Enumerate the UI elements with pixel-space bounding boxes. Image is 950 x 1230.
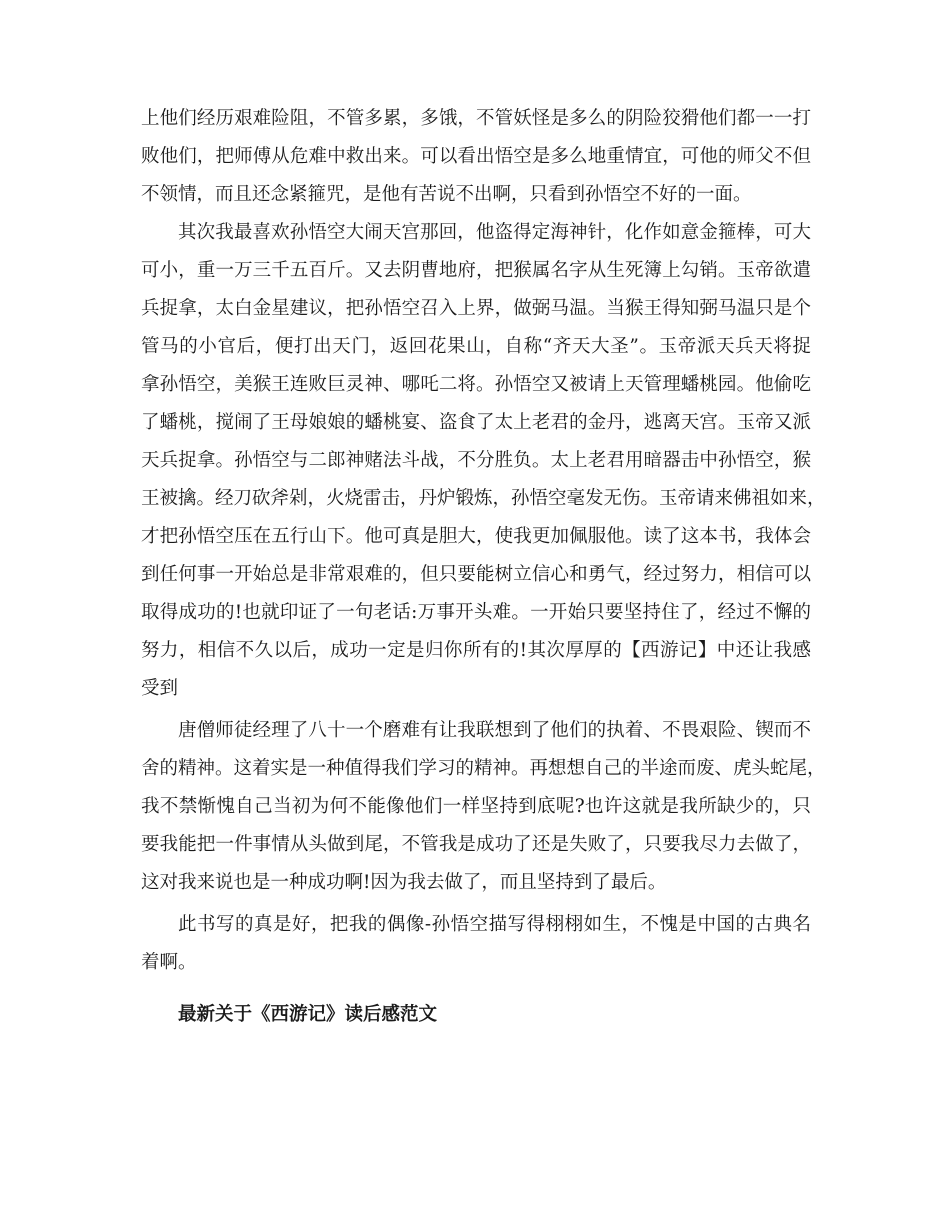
paragraph-3: [141, 712, 826, 902]
text-line: 取得成功的!也就印证了一句老话:万事开头难。一开始只要坚持住了，经过不懈的: [141, 602, 811, 623]
text-line: 此书写的真是好，把我的偶像-孙悟空描写得栩栩如生，不愧是中国的古典名: [178, 914, 811, 935]
text-line: 到任何事一开始总是非常艰难的，但只要能树立信心和勇气，经过努力，相信可以: [141, 564, 811, 585]
document-page: [141, 100, 826, 1034]
text-line: 败他们，把师傅从危难中救出来。可以看出悟空是多么地重情宜，可他的师父不但: [141, 146, 811, 167]
text-line: 努力，相信不久以后，成功一定是归你所有的!其次厚厚的【西游记】中还让我感: [141, 640, 811, 661]
text-line: 要我能把一件事情从头做到尾，不管我是成功了还是失败了，只要我尽力去做了，: [141, 834, 811, 855]
text-line: 天兵捉拿。孙悟空与二郎神赌法斗战，不分胜负。太上老君用暗器击中孙悟空，猴: [141, 450, 811, 471]
section-heading: 最新关于《西游记》读后感范文: [178, 1004, 438, 1025]
text-line: 舍的精神。这着实是一种值得我们学习的精神。再想想自己的半途而废、虎头蛇尾，: [141, 758, 826, 779]
text-line: 我不禁惭愧自己当初为何不能像他们一样坚持到底呢?也许这就是我所缺少的，只: [141, 796, 811, 817]
paragraph-4: [141, 906, 811, 982]
text-line: 着啊。: [141, 952, 197, 973]
paragraph-2: [141, 214, 826, 708]
text-line: 兵捉拿，太白金星建议，把孙悟空召入上界，做弼马温。当猴王得知弼马温只是个: [141, 298, 811, 319]
text-line: 不领情，而且还念紧箍咒，是他有苦说不出啊，只看到孙悟空不好的一面。: [141, 184, 752, 205]
text-line: 王被擒。经刀砍斧剁，火烧雷击，丹炉锻炼，孙悟空毫发无伤。玉帝请来佛祖如来，: [141, 488, 826, 509]
text-line: 可小，重一万三千五百斤。又去阴曹地府，把猴属名字从生死簿上勾销。玉帝欲遣: [141, 260, 811, 281]
text-line: 其次我最喜欢孙悟空大闹天宫那回，他盗得定海神针，化作如意金箍棒，可大: [178, 222, 811, 243]
text-line: 了蟠桃，搅闹了王母娘娘的蟠桃宴、盗食了太上老君的金丹，逃离天宫。玉帝又派: [141, 412, 811, 433]
text-line: 受到: [141, 678, 179, 699]
text-line: 才把孙悟空压在五行山下。他可真是胆大，使我更加佩服他。读了这本书，我体会: [141, 526, 811, 547]
text-line: 这对我来说也是一种成功啊!因为我去做了，而且坚持到了最后。: [141, 872, 667, 893]
text-line: 拿孙悟空，美猴王连败巨灵神、哪吒二将。孙悟空又被请上天管理蟠桃园。他偷吃: [141, 374, 811, 395]
paragraph-1: [141, 100, 811, 214]
text-line: 唐僧师徒经理了八十一个磨难有让我联想到了他们的执着、不畏艰险、锲而不: [178, 720, 811, 741]
text-line: 上他们经历艰难险阻，不管多累，多饿，不管妖怪是多么的阴险狡猾他们都一一打: [141, 108, 811, 129]
text-line: 管马的小官后，便打出天门，返回花果山，自称“齐天大圣”。玉帝派天兵天将捉: [141, 336, 811, 357]
